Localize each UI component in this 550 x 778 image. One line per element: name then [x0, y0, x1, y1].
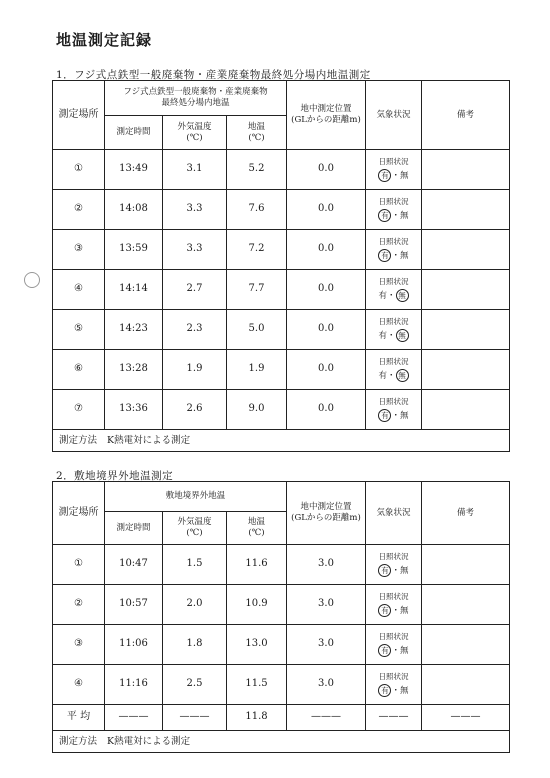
weather-label: 日照状況	[378, 672, 409, 682]
separator-dot: ・	[387, 370, 396, 381]
sunshine-yes-circled: 有	[378, 684, 391, 697]
location-number: ②	[74, 203, 83, 215]
header-location: 測定場所	[53, 81, 105, 150]
header-notes: 備考	[422, 482, 510, 545]
location-cell	[53, 625, 105, 665]
section2-title: 2．敷地境界外地温測定	[56, 470, 174, 482]
header-time: 測定時間	[105, 512, 163, 545]
sunshine-yes-circled: 有	[378, 169, 391, 182]
location-number: ①	[74, 163, 83, 175]
header-group: フジ式点鉄型一般廃棄物・産業廃棄物 最終処分場内地温	[105, 81, 287, 116]
notes-cell	[422, 585, 510, 625]
notes-cell	[422, 270, 510, 310]
ground-temp-cell: 10.9	[227, 585, 287, 625]
table-row	[53, 665, 510, 705]
weather-label: 日照状況	[378, 552, 409, 562]
weather-label: 日照状況	[378, 157, 409, 167]
sunshine-yes-circled: 有	[378, 644, 391, 657]
method-value: K熱電対による測定	[107, 434, 191, 446]
position-cell: 0.0	[287, 350, 366, 390]
location-cell	[53, 150, 105, 190]
location-cell	[53, 665, 105, 705]
weather-label: 日照状況	[378, 317, 409, 327]
page-title: 地温測定記録	[56, 31, 153, 49]
air-temp-cell: 1.8	[163, 625, 227, 665]
sunshine-options	[366, 169, 421, 182]
location-cell	[53, 230, 105, 270]
notes-cell	[422, 390, 510, 430]
table-row	[53, 390, 510, 430]
ground-temp-cell: 7.2	[227, 230, 287, 270]
separator-dot: ・	[387, 290, 396, 301]
location-number: ⑥	[74, 363, 83, 375]
time-cell: 13:49	[105, 150, 163, 190]
notes-cell	[422, 350, 510, 390]
separator-dot: ・	[387, 330, 396, 341]
header-group: 敷地境界外地温	[105, 482, 287, 512]
air-temp-cell: 3.1	[163, 150, 227, 190]
average-time: ———	[105, 705, 163, 731]
average-position: ———	[287, 705, 366, 731]
time-cell: 11:06	[105, 625, 163, 665]
table-row	[53, 585, 510, 625]
average-ground: 11.8	[227, 705, 287, 731]
time-cell: 14:14	[105, 270, 163, 310]
ground-temp-cell: 9.0	[227, 390, 287, 430]
table-row	[53, 270, 510, 310]
location-cell	[53, 545, 105, 585]
method-label: 測定方法	[59, 434, 98, 446]
ground-temp-cell: 13.0	[227, 625, 287, 665]
weather-label: 日照状況	[378, 277, 409, 287]
sunshine-no: 無	[400, 685, 409, 696]
location-cell	[53, 350, 105, 390]
method-cell	[53, 731, 510, 753]
sunshine-options	[366, 409, 421, 422]
air-temp-cell: 3.3	[163, 230, 227, 270]
header-air-temp: 外気温度 (℃)	[163, 512, 227, 545]
location-number: ③	[74, 638, 83, 650]
time-cell: 10:57	[105, 585, 163, 625]
weather-cell	[366, 545, 422, 585]
sunshine-options	[366, 289, 421, 302]
weather-cell	[366, 230, 422, 270]
header-ground-temp: 地温 (℃)	[227, 512, 287, 545]
sunshine-options	[366, 369, 421, 382]
location-number: ①	[74, 558, 83, 570]
notes-cell	[422, 190, 510, 230]
ground-temp-cell: 5.2	[227, 150, 287, 190]
air-temp-cell: 2.6	[163, 390, 227, 430]
sunshine-no: 無	[400, 605, 409, 616]
weather-cell	[366, 150, 422, 190]
notes-cell	[422, 230, 510, 270]
average-label: 平 均	[53, 705, 105, 731]
method-label: 測定方法	[59, 735, 98, 747]
weather-cell	[366, 270, 422, 310]
notes-cell	[422, 625, 510, 665]
weather-cell	[366, 310, 422, 350]
weather-cell	[366, 625, 422, 665]
header-time: 測定時間	[105, 116, 163, 150]
air-temp-cell: 2.3	[163, 310, 227, 350]
separator-dot: ・	[391, 170, 400, 181]
ground-temp-cell: 1.9	[227, 350, 287, 390]
sunshine-options	[366, 684, 421, 697]
position-cell: 3.0	[287, 545, 366, 585]
weather-label: 日照状況	[378, 397, 409, 407]
table-row	[53, 190, 510, 230]
weather-cell	[366, 190, 422, 230]
location-cell	[53, 310, 105, 350]
location-number: ⑤	[74, 323, 83, 335]
location-number: ④	[74, 283, 83, 295]
sunshine-no: 無	[400, 410, 409, 421]
separator-dot: ・	[391, 210, 400, 221]
sunshine-options	[366, 209, 421, 222]
time-cell: 13:36	[105, 390, 163, 430]
separator-dot: ・	[391, 645, 400, 656]
ground-temp-cell: 7.7	[227, 270, 287, 310]
sunshine-no-circled: 無	[396, 369, 409, 382]
weather-label: 日照状況	[378, 197, 409, 207]
sunshine-no: 無	[400, 645, 409, 656]
average-air: ———	[163, 705, 227, 731]
weather-cell	[366, 390, 422, 430]
air-temp-cell: 2.0	[163, 585, 227, 625]
sunshine-options	[366, 644, 421, 657]
header-notes: 備考	[422, 81, 510, 150]
ground-temp-cell: 7.6	[227, 190, 287, 230]
header-weather: 気象状況	[366, 81, 422, 150]
notes-cell	[422, 545, 510, 585]
header-location: 測定場所	[53, 482, 105, 545]
air-temp-cell: 2.7	[163, 270, 227, 310]
header-air-temp: 外気温度 (℃)	[163, 116, 227, 150]
location-cell	[53, 390, 105, 430]
table-row	[53, 310, 510, 350]
table-row	[53, 350, 510, 390]
sunshine-no: 無	[400, 210, 409, 221]
position-cell: 0.0	[287, 190, 366, 230]
air-temp-cell: 1.9	[163, 350, 227, 390]
sunshine-yes: 有	[378, 290, 387, 301]
weather-cell	[366, 585, 422, 625]
table-row	[53, 625, 510, 665]
position-cell: 0.0	[287, 390, 366, 430]
section1-title: 1．フジ式点鉄型一般廃棄物・産業廃棄物最終処分場内地温測定	[56, 69, 371, 81]
time-cell: 14:23	[105, 310, 163, 350]
weather-label: 日照状況	[378, 632, 409, 642]
sunshine-options	[366, 604, 421, 617]
notes-cell	[422, 310, 510, 350]
separator-dot: ・	[391, 605, 400, 616]
time-cell: 13:59	[105, 230, 163, 270]
notes-cell	[422, 150, 510, 190]
ground-temp-cell: 11.5	[227, 665, 287, 705]
average-notes: ———	[422, 705, 510, 731]
location-cell	[53, 585, 105, 625]
sunshine-no-circled: 無	[396, 289, 409, 302]
sunshine-yes-circled: 有	[378, 409, 391, 422]
section1-table	[52, 80, 510, 452]
sunshine-yes-circled: 有	[378, 604, 391, 617]
ground-temp-cell: 5.0	[227, 310, 287, 350]
separator-dot: ・	[391, 250, 400, 261]
location-number: ③	[74, 243, 83, 255]
air-temp-cell: 1.5	[163, 545, 227, 585]
sunshine-yes: 有	[378, 370, 387, 381]
section2-table	[52, 481, 510, 753]
time-cell: 13:28	[105, 350, 163, 390]
separator-dot: ・	[391, 685, 400, 696]
method-row	[53, 430, 510, 452]
binder-hole	[24, 272, 40, 288]
position-cell: 0.0	[287, 230, 366, 270]
ground-temp-cell: 11.6	[227, 545, 287, 585]
separator-dot: ・	[391, 565, 400, 576]
weather-label: 日照状況	[378, 592, 409, 602]
position-cell: 0.0	[287, 270, 366, 310]
header-weather: 気象状況	[366, 482, 422, 545]
table-row	[53, 230, 510, 270]
weather-cell	[366, 665, 422, 705]
sunshine-yes-circled: 有	[378, 564, 391, 577]
method-row	[53, 731, 510, 753]
location-cell	[53, 190, 105, 230]
location-number: ②	[74, 598, 83, 610]
weather-label: 日照状況	[378, 357, 409, 367]
sunshine-yes-circled: 有	[378, 209, 391, 222]
table-row	[53, 150, 510, 190]
time-cell: 11:16	[105, 665, 163, 705]
sunshine-options	[366, 564, 421, 577]
header-ground-temp: 地温 (℃)	[227, 116, 287, 150]
method-value: K熱電対による測定	[107, 735, 191, 747]
position-cell: 3.0	[287, 665, 366, 705]
sunshine-yes-circled: 有	[378, 249, 391, 262]
separator-dot: ・	[391, 410, 400, 421]
location-number: ④	[74, 678, 83, 690]
average-row	[53, 705, 510, 731]
header-position: 地中測定位置 (GLからの距離m)	[287, 81, 366, 150]
table-row	[53, 545, 510, 585]
position-cell: 0.0	[287, 150, 366, 190]
method-cell	[53, 430, 510, 452]
position-cell: 3.0	[287, 625, 366, 665]
sunshine-no: 無	[400, 250, 409, 261]
location-cell	[53, 270, 105, 310]
time-cell: 14:08	[105, 190, 163, 230]
air-temp-cell: 3.3	[163, 190, 227, 230]
weather-cell	[366, 350, 422, 390]
sunshine-yes: 有	[378, 330, 387, 341]
sunshine-options	[366, 249, 421, 262]
sunshine-options	[366, 329, 421, 342]
notes-cell	[422, 665, 510, 705]
sunshine-no-circled: 無	[396, 329, 409, 342]
sunshine-no: 無	[400, 170, 409, 181]
sunshine-no: 無	[400, 565, 409, 576]
position-cell: 3.0	[287, 585, 366, 625]
header-position: 地中測定位置 (GLからの距離m)	[287, 482, 366, 545]
weather-label: 日照状況	[378, 237, 409, 247]
air-temp-cell: 2.5	[163, 665, 227, 705]
average-weather: ———	[366, 705, 422, 731]
position-cell: 0.0	[287, 310, 366, 350]
time-cell: 10:47	[105, 545, 163, 585]
location-number: ⑦	[74, 403, 83, 415]
